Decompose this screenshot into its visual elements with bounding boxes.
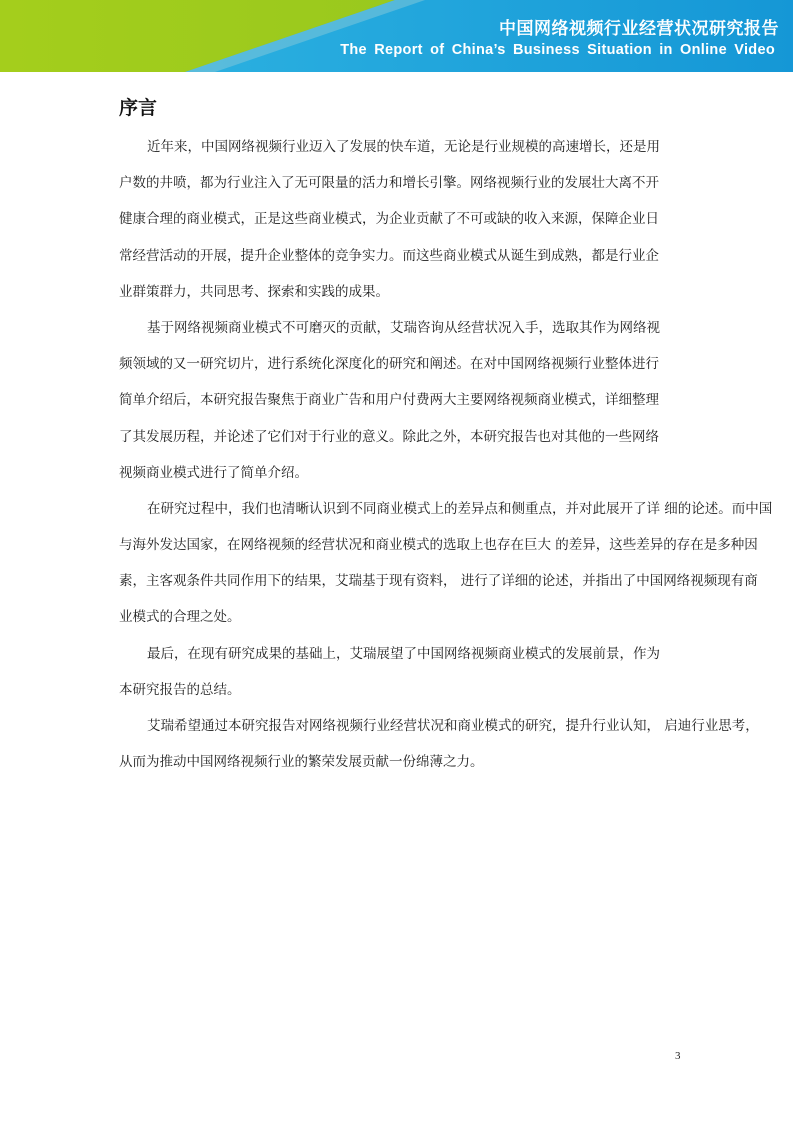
paragraph-line: 视频商业模式进行了简单介绍。 — [119, 464, 308, 481]
paragraph-line: 基于网络视频商业模式不可磨灭的贡献，艾瑞咨询从经营状况入手，选取其作为网络视 — [147, 319, 660, 336]
paragraph-line: 户数的井喷，都为行业注入了无可限量的活力和增长引擎。网络视频行业的发展壮大离不开 — [119, 175, 659, 192]
header-banner — [0, 0, 793, 72]
page-number: 3 — [675, 1050, 681, 1062]
report-title-en: The Report of China’s Business Situation in Online Video — [340, 42, 775, 58]
paragraph-line: 在研究过程中，我们也清晰认识到不同商业模式上的差异点和侧重点，并对此展开了详 细的论述。而中国 — [147, 500, 773, 517]
paragraph-line: 本研究报告的总结。 — [119, 681, 241, 698]
paragraph-line: 艾瑞希望通过本研究报告对网络视频行业经营状况和商业模式的研究，提升行业认知， 启迪行业思考， — [147, 718, 759, 734]
preface-body — [119, 137, 791, 788]
paragraph-line: 最后，在现有研究成果的基础上，艾瑞展望了中国网络视频商业模式的发展前景，作为 — [147, 645, 660, 662]
section-heading: 序言 — [119, 97, 158, 119]
paragraph-line: 了其发展历程，并论述了它们对于行业的意义。除此之外，本研究报告也对其他的一些网络 — [119, 428, 659, 445]
paragraph-line: 素，主客观条件共同作用下的结果，艾瑞基于现有资料， 进行了详细的论述，并指出了中国网络视频现有商 — [119, 573, 758, 590]
paragraph-line: 近年来，中国网络视频行业迈入了发展的快车道，无论是行业规模的高速增长，还是用 — [147, 139, 660, 155]
paragraph-line: 从而为推动中国网络视频行业的繁荣发展贡献一份绵薄之力。 — [119, 754, 484, 771]
paragraph-line: 常经营活动的开展，提升企业整体的竞争实力。而这些商业模式从诞生到成熟，都是行业企 — [119, 247, 659, 264]
paragraph-line: 频领域的又一研究切片，进行系统化深度化的研究和阐述。在对中国网络视频行业整体进行 — [119, 356, 659, 373]
paragraph-line: 业模式的合理之处。 — [119, 609, 241, 626]
paragraph-line: 业群策群力，共同思考、探索和实践的成果。 — [119, 283, 389, 300]
paragraph-line: 健康合理的商业模式，正是这些商业模式，为企业贡献了不可或缺的收入来源，保障企业日 — [119, 211, 659, 228]
report-title-cn: 中国网络视频行业经营状况研究报告 — [499, 19, 779, 39]
paragraph-line: 与海外发达国家，在网络视频的经营状况和商业模式的选取上也存在巨大 的差异，这些差异的存在是多种因 — [119, 537, 758, 554]
paragraph-line: 简单介绍后，本研究报告聚焦于商业广告和用户付费两大主要网络视频商业模式，详细整理 — [119, 392, 659, 409]
